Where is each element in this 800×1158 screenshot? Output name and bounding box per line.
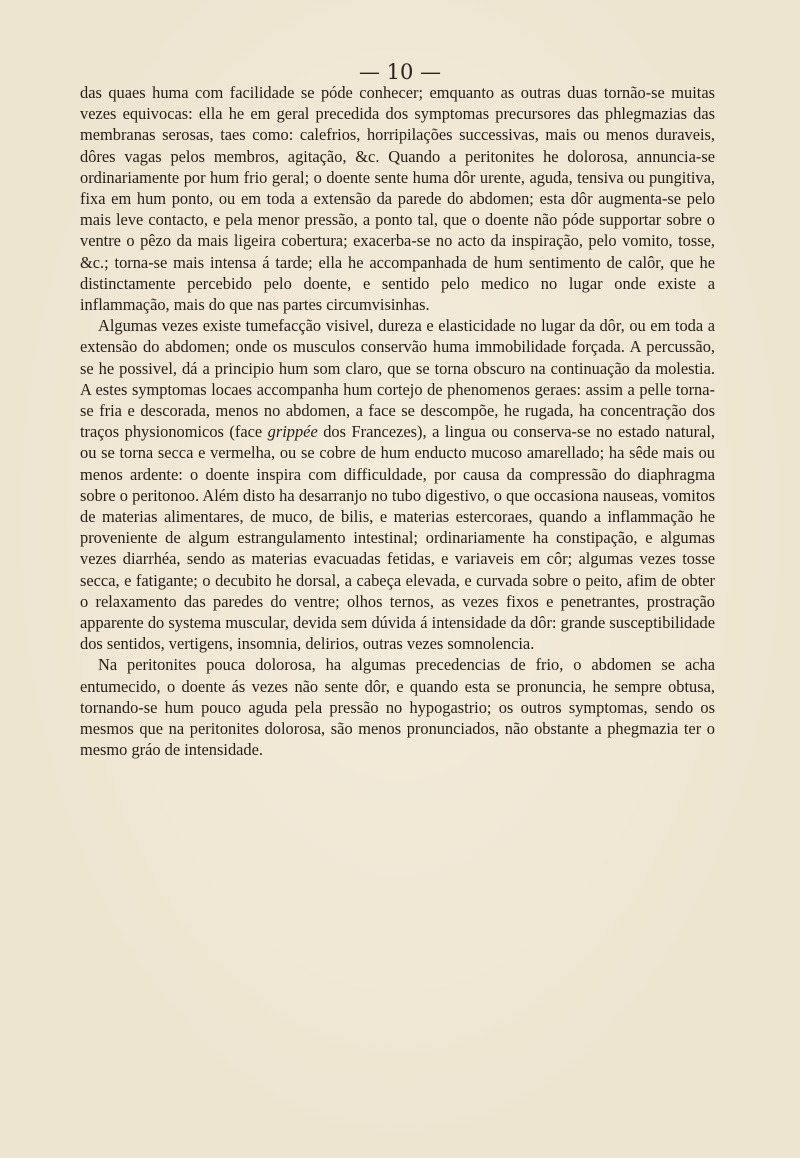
paragraph-3: Na peritonites pouca dolorosa, ha algumas precedencias de frio, o abdomen se acha entumecido, o doente ás vezes não sente dôr, e quando esta se pronuncia, he sempre obtusa, tornando-se hum pouco aguda pela pressão no hypogastrio; os outros symptomas, sendo os mesmos que na peritonites dolorosa, são menos pronunciados, não obstante a phegmazia ter o mesmo gráo de intensidade. [80, 655, 715, 760]
paragraph-2-part-b: dos Francezes), a lingua ou conserva-se no estado natural, ou se torna secca e vermelha, ou se cobre de hum enducto mucoso amarellado; ha sêde mais ou menos ardente: o doente inspira com difficuldade, por causa da compressão do diaphragma sobre o peritonoo. Além disto ha desarranjo no tubo digestivo, o que occasiona nauseas, vomitos de materias alimentares, de muco, de bilis, e materias estercoraes, quando a inflammação he proveniente de algum estrangulamento intestinal; ordinariamente ha constipação, e algumas vezes diarrhéa, sendo as materias evacuadas fetidas, e variaveis em côr; algumas vezes tosse secca, e fatigante; o decubito he dorsal, a cabeça elevada, e curvada sobre o peito, afim de obter o relaxamento das paredes do ventre; olhos ternos, as vezes fixos e penetrantes, prostração apparente do systema muscular, devida sem dúvida á intensidade da dôr: grande susceptibilidade dos sentidos, vertigens, insomnia, delirios, outras vezes somnolencia. [80, 422, 715, 654]
paragraph-2 [80, 315, 715, 654]
page-number: — 10 — [358, 60, 442, 84]
body-text [80, 82, 715, 761]
paragraph-2-part-a: Algumas vezes existe tumefacção visivel, dureza e elasticidade no lugar da dôr, ou em toda a extensão do abdomen; onde os musculos conservão huma immobilidade forçada. A percussão, se he possivel, dá a principio hum som claro, que se torna obscuro na continuação da molestia. A estes symptomas locaes accompanha hum cortejo de phenomenos geraes: assim a pelle torna-se fria e descorada, menos no abdomen, a face se descompõe, he rugada, ha concentração dos traços physionomicos (face [80, 316, 715, 442]
paragraph-1: das quaes huma com facilidade se póde conhecer; emquanto as outras duas tornão-se muitas vezes equivocas: ella he em geral precedida dos symptomas precursores das phlegmazias das membranas serosas, taes como: calefrios, horripilações successivas, mais ou menos duraveis, dôres vagas pelos membros, agitação, &c. Quando a peritonites he dolorosa, annuncia-se ordinariamente por hum frio geral; o doente sente huma dôr urente, aguda, tensiva ou pungitiva, fixa em hum ponto, ou em toda a extensão da parede do abdomen; esta dôr augmenta-se pelo mais leve contacto, e pela menor pressão, a ponto tal, que o doente não póde supportar sobre o ventre o pêzo da mais ligeira cobertura; exacerba-se no acto da inspiração, pelo vomito, tosse, &c.; torna-se mais intensa á tarde; ella he accompanhada de hum sentimento de calôr, que he distinctamente percebido pelo doente, e sentido pelo medico no lugar onde existe a inflammação, mais do que nas partes circumvisinhas. [80, 83, 715, 315]
paragraph-2-italic-term: grippée [267, 422, 318, 442]
